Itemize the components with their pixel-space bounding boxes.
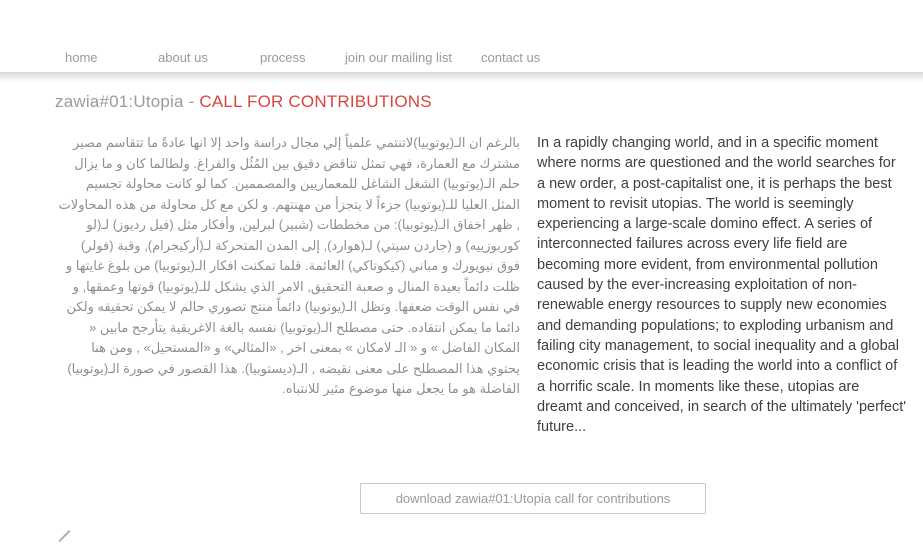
page-title [55, 92, 432, 112]
pencil-stroke-mark [58, 530, 70, 542]
nav-item-process[interactable]: process [260, 50, 306, 65]
english-intro-paragraph: In a rapidly changing world, and in a specific moment where norms are questioned and the world searches for a new order, a post-capitalist one, it is perhaps the best moment to revisit utopias. The world is seemingly experiencing a large-scale domino effect. A series of interconnected failures across every life field are becoming more evident, from environmental pollution caused by the ever-increasing exploitation of non-renewable energy resources to supply new economies and demanding populations; to exploding urbanism and failing city management, to social inequality and a global economic crisis that is leading the world into a conflict of a horrific scale. In moments like these, utopias are dreamt and conceived, in search of the ultimately 'perfect' future... [537, 135, 907, 436]
nav-shadow-divider [0, 72, 923, 82]
main-nav [0, 0, 923, 72]
nav-item-about-us[interactable]: about us [158, 50, 208, 65]
download-call-button[interactable]: download zawia#01:Utopia call for contributions [360, 483, 706, 514]
arabic-intro-paragraph: بالرغم ان الـ(يوتوبيا)لاتنتمي علمياً إلي مجال دراسة واحد إلا انها عادةً ما تتقاسم مصير مشترك مع العمارة، فهي تمثل تناقض دقيق بين المُثُل والفراغ. ولطالما كان و ما يزال حلم الـ(يوتوبيا) الشغل الشاغل للمعماريين والمصممين. كما لو كانت محاولة تجسيم المثل العليا للـ(يوتوبيا) جزءاً لا يتجزأ من مهنتهم. و لكن مع كل محاولة من هذه المحاولات , ظهر اخفاق الـ(يوتوبيا): من مخططات (شبير) لبرلين, وأفكار مثل (فيل رديوز) لـ(لو كوربوزييه) و (جاردن سيتي) لـ(هوارد), إلى المدن المتحركة لـ(أركيجرام), وقبة (فولر) فوق نيويورك و مباني (كيكوتاكي) العائمة. قلما تمكنت افكار الـ(يوتوبيا) من بلوغ غايتها و ظلت دائماً بعيدة المنال و صعبة التحقيق, الامر الذي يشكل للـ(يوتوبيا) قوتها وعمقها, و في نفس الوقت ضعفها. وتظل الـ(يوتوبيا) دائماً منتج تصوري حالم لا يمكن تحقيقه ولكن دائما ما يمكن انتقاده. حتى مصطلح الـ(يوتوبيا) نفسه بالغة الاغريقية يتأرجح مابين « المكان الفاضل » و « الـ لامكان » بمعنى اخر , «المثالي» و «المستحيل» , ومن هنا يحتوي هذا المصطلح على معنى نقيضه , الـ(ديستوبيا). هذا القصور في صورة الـ(يوتوبيا) الفاضلة هو ما يجعل منها موضوع مثير للانتباه. [58, 135, 520, 396]
page-title-call: CALL FOR CONTRIBUTIONS [199, 92, 432, 111]
nav-item-mailing-list[interactable]: join our mailing list [345, 50, 452, 65]
nav-item-home[interactable]: home [65, 50, 98, 65]
page-title-issue: zawia#01:Utopia - [55, 92, 200, 111]
nav-item-contact-us[interactable]: contact us [481, 50, 541, 65]
